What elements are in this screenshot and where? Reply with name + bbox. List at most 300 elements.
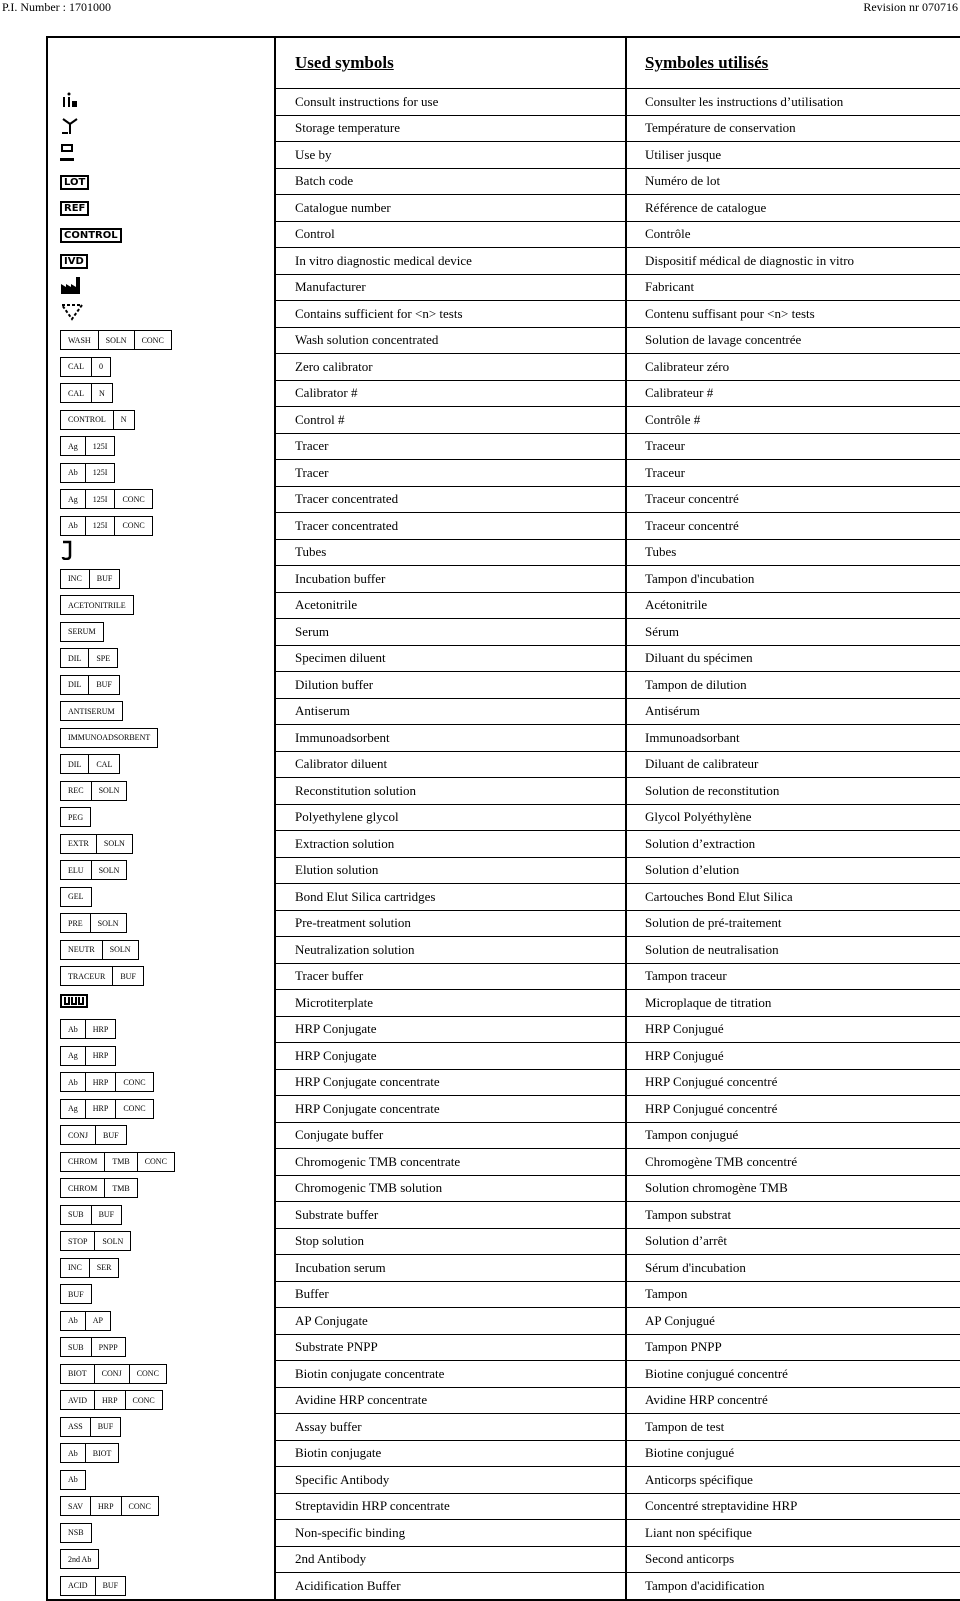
table-row xyxy=(47,884,960,911)
symbol-cell xyxy=(47,1440,275,1467)
symbol-box-segment: HRP xyxy=(85,1100,116,1118)
symbol-box-segment: CONC xyxy=(137,1153,174,1171)
symbol-box-segment: CONC xyxy=(115,1073,152,1091)
symbol-cell xyxy=(47,539,275,566)
symbol-box xyxy=(60,1125,127,1145)
symbol-cell xyxy=(47,142,275,169)
symbol-box xyxy=(60,966,144,986)
symbol-box-segment: NSB xyxy=(68,1528,84,1538)
symbol-cell xyxy=(47,407,275,434)
symbol-box xyxy=(60,1417,121,1437)
french-meaning: Référence de catalogue xyxy=(626,195,960,222)
symbol-box xyxy=(60,383,113,403)
french-meaning: Tampon xyxy=(626,1281,960,1308)
symbol-cell xyxy=(47,1149,275,1176)
symbol-box-segment: CONJ xyxy=(94,1365,129,1383)
french-meaning: Second anticorps xyxy=(626,1546,960,1573)
symbol-cell xyxy=(47,884,275,911)
symbol-box-segment: CONJ xyxy=(68,1130,89,1140)
table-row xyxy=(47,857,960,884)
symbol-box-segment: SUB xyxy=(68,1342,84,1352)
symbol-box-segment: CONC xyxy=(129,1365,166,1383)
table-row xyxy=(47,751,960,778)
symbol-box xyxy=(60,1549,99,1569)
symbol-box-segment: BUF xyxy=(88,676,119,694)
symbol-box-segment: SOLN xyxy=(102,941,138,959)
table-row xyxy=(47,513,960,540)
english-meaning: Use by xyxy=(275,142,626,169)
english-meaning: Buffer xyxy=(275,1281,626,1308)
symbol-box-segment: SER xyxy=(89,1259,119,1277)
table-row xyxy=(47,380,960,407)
symbol-cell xyxy=(47,1414,275,1441)
symbol-box-segment: 125I xyxy=(85,490,115,508)
english-meaning: Control # xyxy=(275,407,626,434)
english-meaning: Non-specific binding xyxy=(275,1520,626,1547)
symbol-box xyxy=(60,463,115,483)
english-meaning: Streptavidin HRP concentrate xyxy=(275,1493,626,1520)
english-meaning: HRP Conjugate xyxy=(275,1016,626,1043)
table-row xyxy=(47,1122,960,1149)
english-meaning: Tracer xyxy=(275,433,626,460)
symbol-box xyxy=(60,887,92,907)
symbol-box xyxy=(60,1284,92,1304)
french-meaning: Sérum d'incubation xyxy=(626,1255,960,1282)
symbol-cell xyxy=(47,778,275,805)
symbol-cell xyxy=(47,937,275,964)
english-meaning: Tracer concentrated xyxy=(275,513,626,540)
table-row xyxy=(47,1520,960,1547)
english-meaning: Storage temperature xyxy=(275,115,626,142)
symbol-cell xyxy=(47,195,275,222)
english-meaning: Catalogue number xyxy=(275,195,626,222)
symbol-cell xyxy=(47,486,275,513)
english-meaning: Stop solution xyxy=(275,1228,626,1255)
symbol-box-segment: Ag xyxy=(68,1051,78,1061)
french-meaning: Biotine conjugué xyxy=(626,1440,960,1467)
symbol-box-segment: BIOT xyxy=(85,1444,119,1462)
french-meaning: Traceur xyxy=(626,433,960,460)
table-row xyxy=(47,115,960,142)
symbol-box xyxy=(60,781,127,801)
table-row xyxy=(47,1016,960,1043)
symbol-box-segment: ACETONITRILE xyxy=(68,600,126,610)
english-meaning: In vitro diagnostic medical device xyxy=(275,248,626,275)
symbols-table xyxy=(46,36,960,1601)
symbol-box-segment: CONC xyxy=(125,1391,162,1409)
symbol-box xyxy=(60,1364,167,1384)
symbol-box-segment: DIL xyxy=(68,680,82,690)
symbol-box xyxy=(60,436,115,456)
french-meaning: Tampon PNPP xyxy=(626,1334,960,1361)
symbol-cell xyxy=(47,831,275,858)
english-meaning: Incubation serum xyxy=(275,1255,626,1282)
symbol-cell xyxy=(47,1308,275,1335)
symbol-cell xyxy=(47,1361,275,1388)
symbol-cell xyxy=(47,248,275,275)
table-row xyxy=(47,460,960,487)
english-meaning: Serum xyxy=(275,619,626,646)
symbol-box-segment: N xyxy=(91,384,112,402)
table-row xyxy=(47,1334,960,1361)
symbol-box-segment: ASS xyxy=(68,1422,83,1432)
french-meaning: Solution de neutralisation xyxy=(626,937,960,964)
symbol-box xyxy=(60,834,133,854)
symbol-box xyxy=(60,701,123,721)
symbol-cell xyxy=(47,1122,275,1149)
symbol-cell xyxy=(47,910,275,937)
english-meaning: Tracer concentrated xyxy=(275,486,626,513)
pi-number: P.I. Number : 1701000 xyxy=(2,0,111,14)
english-meaning: Tracer xyxy=(275,460,626,487)
french-meaning: Biotine conjugué concentré xyxy=(626,1361,960,1388)
symbol-box-segment: 2nd Ab xyxy=(68,1554,92,1564)
symbol-box xyxy=(60,1046,116,1066)
english-meaning: HRP Conjugate xyxy=(275,1043,626,1070)
symbol-box xyxy=(60,489,153,509)
french-meaning: Tampon conjugué xyxy=(626,1122,960,1149)
symbol-box-segment: PRE xyxy=(68,918,83,928)
symbol-cell xyxy=(47,1202,275,1229)
table-row xyxy=(47,963,960,990)
table-row xyxy=(47,1414,960,1441)
french-meaning: Contrôle # xyxy=(626,407,960,434)
symbol-box xyxy=(60,516,153,536)
french-meaning: Tubes xyxy=(626,539,960,566)
french-meaning: AP Conjugué xyxy=(626,1308,960,1335)
used-symbols-heading: Used symbols xyxy=(275,37,626,89)
english-meaning: Microtiterplate xyxy=(275,990,626,1017)
revision-number: Revision nr 070716 xyxy=(863,0,958,14)
symbol-cell xyxy=(47,990,275,1017)
symbol-box-segment: CAL xyxy=(68,362,84,372)
table-row xyxy=(47,910,960,937)
french-meaning: Tampon de dilution xyxy=(626,672,960,699)
table-row xyxy=(47,698,960,725)
symbol-cell xyxy=(47,672,275,699)
sufficient-tests-icon xyxy=(60,303,84,325)
symbol-box xyxy=(60,1523,92,1543)
table-row xyxy=(47,1228,960,1255)
symbol-box-segment: NEUTR xyxy=(68,945,95,955)
french-meaning: Solution de lavage concentrée xyxy=(626,327,960,354)
table-row xyxy=(47,89,960,116)
french-meaning: Solution d’elution xyxy=(626,857,960,884)
english-meaning: Pre-treatment solution xyxy=(275,910,626,937)
symbol-box xyxy=(60,648,118,668)
english-meaning: Immunoadsorbent xyxy=(275,725,626,752)
table-row xyxy=(47,619,960,646)
symbol-label-box: LOT xyxy=(60,175,89,190)
table-row xyxy=(47,1546,960,1573)
french-meaning: Chromogène TMB concentré xyxy=(626,1149,960,1176)
english-meaning: Acetonitrile xyxy=(275,592,626,619)
symbol-cell xyxy=(47,354,275,381)
table-row xyxy=(47,486,960,513)
table-row xyxy=(47,301,960,328)
symbol-box-segment: SUB xyxy=(68,1210,84,1220)
symbol-box-segment: Ab xyxy=(68,521,78,531)
table-row xyxy=(47,1361,960,1388)
symbol-box-segment: N xyxy=(113,411,134,429)
symbol-cell xyxy=(47,513,275,540)
table-row xyxy=(47,248,960,275)
french-meaning: HRP Conjugué concentré xyxy=(626,1096,960,1123)
symbol-box-segment: SERUM xyxy=(68,627,96,637)
symbol-box-segment: TRACEUR xyxy=(68,971,106,981)
symbol-cell xyxy=(47,433,275,460)
symbol-cell xyxy=(47,725,275,752)
english-meaning: Contains sufficient for <n> tests xyxy=(275,301,626,328)
table-row xyxy=(47,142,960,169)
symbol-box-segment: HRP xyxy=(94,1391,125,1409)
english-meaning: Manufacturer xyxy=(275,274,626,301)
english-meaning: Chromogenic TMB concentrate xyxy=(275,1149,626,1176)
table-row xyxy=(47,831,960,858)
symbol-box-segment: BUF xyxy=(90,1418,121,1436)
french-meaning: Tampon d'incubation xyxy=(626,566,960,593)
symbol-box-segment: SOLN xyxy=(98,331,134,349)
symbol-box-segment: Ab xyxy=(68,468,78,478)
symbol-box xyxy=(60,622,104,642)
english-meaning: Avidine HRP concentrate xyxy=(275,1387,626,1414)
french-meaning: Fabricant xyxy=(626,274,960,301)
french-meaning: Diluant de calibrateur xyxy=(626,751,960,778)
symbol-box xyxy=(60,913,127,933)
english-meaning: Zero calibrator xyxy=(275,354,626,381)
table-row xyxy=(47,274,960,301)
english-meaning: Polyethylene glycol xyxy=(275,804,626,831)
table-row xyxy=(47,168,960,195)
symbol-cell xyxy=(47,1016,275,1043)
english-meaning: Calibrator # xyxy=(275,380,626,407)
table-row xyxy=(47,1202,960,1229)
symbol-box-segment: CHROM xyxy=(68,1183,98,1193)
symbol-box-segment: STOP xyxy=(68,1236,88,1246)
symbol-box-segment: ACID xyxy=(68,1581,88,1590)
symbol-box xyxy=(60,1231,131,1251)
symbol-column-header xyxy=(47,37,275,89)
symbol-box xyxy=(60,595,134,615)
symbol-box-segment: CAL xyxy=(88,755,119,773)
english-meaning: Reconstitution solution xyxy=(275,778,626,805)
table-row xyxy=(47,1493,960,1520)
symbol-box-segment: PEG xyxy=(68,812,84,822)
french-meaning: Solution d’extraction xyxy=(626,831,960,858)
table-row xyxy=(47,672,960,699)
table-row xyxy=(47,433,960,460)
symbol-box-segment: 0 xyxy=(91,358,110,376)
symbol-cell xyxy=(47,460,275,487)
symbol-box-segment: AP xyxy=(85,1312,110,1330)
table-row xyxy=(47,725,960,752)
table-row xyxy=(47,1573,960,1600)
english-meaning: Control xyxy=(275,221,626,248)
symbol-box-segment: Ab xyxy=(68,1077,78,1087)
symbol-box-segment: ELU xyxy=(68,865,84,875)
english-meaning: Assay buffer xyxy=(275,1414,626,1441)
english-meaning: Dilution buffer xyxy=(275,672,626,699)
symbol-box xyxy=(60,728,158,748)
symbol-box-segment: SOLN xyxy=(96,835,132,853)
symbol-cell xyxy=(47,1255,275,1282)
symbol-cell xyxy=(47,327,275,354)
symbol-box-segment: CHROM xyxy=(68,1157,98,1167)
table-row xyxy=(47,1043,960,1070)
symbol-cell xyxy=(47,1096,275,1123)
english-meaning: Substrate PNPP xyxy=(275,1334,626,1361)
english-meaning: HRP Conjugate concentrate xyxy=(275,1096,626,1123)
symbol-box-segment: BUF xyxy=(95,1126,126,1144)
symbol-box xyxy=(60,1152,175,1172)
symbol-box-segment: REC xyxy=(68,786,84,796)
french-meaning: HRP Conjugué concentré xyxy=(626,1069,960,1096)
microplate-icon xyxy=(60,993,88,1013)
english-meaning: Biotin conjugate xyxy=(275,1440,626,1467)
symbol-box-segment: CONC xyxy=(114,490,151,508)
symbol-box xyxy=(60,754,120,774)
symbol-box-segment: BUF xyxy=(112,967,143,985)
symbol-cell xyxy=(47,274,275,301)
symbol-box-segment: HRP xyxy=(85,1047,116,1065)
symbol-box-segment: ANTISERUM xyxy=(68,706,115,716)
symbol-cell xyxy=(47,1573,275,1600)
symbol-cell xyxy=(47,1546,275,1573)
symbol-box xyxy=(60,1470,86,1490)
table-header-row xyxy=(47,37,960,89)
french-meaning: Calibrateur # xyxy=(626,380,960,407)
symbol-cell xyxy=(47,698,275,725)
symbol-cell xyxy=(47,221,275,248)
symbol-cell xyxy=(47,963,275,990)
symbol-box xyxy=(60,357,111,377)
symbol-cell xyxy=(47,168,275,195)
symbol-box-segment: 125I xyxy=(85,437,115,455)
symbol-box-segment: BUF xyxy=(95,1577,126,1595)
table-row xyxy=(47,1175,960,1202)
symbol-box-segment: TMB xyxy=(104,1179,136,1197)
symbol-box-segment: CONC xyxy=(121,1497,158,1515)
symbol-box-segment: SOLN xyxy=(90,914,126,932)
table-row xyxy=(47,1440,960,1467)
symbol-box-segment: Ag xyxy=(68,1104,78,1114)
symbol-box xyxy=(60,807,91,827)
symbol-box-segment: SAV xyxy=(68,1501,83,1511)
table-row xyxy=(47,327,960,354)
symbol-box-segment: WASH xyxy=(68,335,91,345)
english-meaning: Antiserum xyxy=(275,698,626,725)
symbol-box-segment: HRP xyxy=(90,1497,121,1515)
table-row xyxy=(47,1149,960,1176)
symbol-box-segment: AVID xyxy=(68,1395,87,1405)
english-meaning: Extraction solution xyxy=(275,831,626,858)
symbol-cell xyxy=(47,1228,275,1255)
symbol-box-segment: TMB xyxy=(104,1153,136,1171)
symbol-cell xyxy=(47,115,275,142)
symbol-cell xyxy=(47,301,275,328)
english-meaning: Substrate buffer xyxy=(275,1202,626,1229)
table-row xyxy=(47,937,960,964)
english-meaning: Bond Elut Silica cartridges xyxy=(275,884,626,911)
french-meaning: Solution d’arrêt xyxy=(626,1228,960,1255)
symbol-box-segment: BUF xyxy=(68,1289,84,1299)
english-meaning: Biotin conjugate concentrate xyxy=(275,1361,626,1388)
french-meaning: Dispositif médical de diagnostic in vitro xyxy=(626,248,960,275)
french-meaning: Tampon d'acidification xyxy=(626,1573,960,1600)
table-row xyxy=(47,778,960,805)
symbol-box xyxy=(60,1443,119,1463)
symbol-box xyxy=(60,1258,119,1278)
thermometer-icon xyxy=(60,116,80,140)
table-row xyxy=(47,195,960,222)
symbol-box-segment: Ab xyxy=(68,1475,78,1485)
english-meaning: Tubes xyxy=(275,539,626,566)
symbol-cell xyxy=(47,1334,275,1361)
english-meaning: Conjugate buffer xyxy=(275,1122,626,1149)
symbol-cell xyxy=(47,1520,275,1547)
symbol-box-segment: CONC xyxy=(134,331,171,349)
french-meaning: Tampon de test xyxy=(626,1414,960,1441)
english-meaning: 2nd Antibody xyxy=(275,1546,626,1573)
english-meaning: Chromogenic TMB solution xyxy=(275,1175,626,1202)
french-meaning: Acétonitrile xyxy=(626,592,960,619)
symbol-box xyxy=(60,1019,116,1039)
symbol-box xyxy=(60,1390,163,1410)
symbol-cell xyxy=(47,1387,275,1414)
symbol-cell xyxy=(47,619,275,646)
french-meaning: Sérum xyxy=(626,619,960,646)
table-row xyxy=(47,566,960,593)
symbol-box xyxy=(60,1311,111,1331)
french-meaning: Immunoadsorbant xyxy=(626,725,960,752)
symbol-box-segment: INC xyxy=(68,1263,82,1273)
factory-icon xyxy=(60,275,84,299)
english-meaning: Tracer buffer xyxy=(275,963,626,990)
symbol-box-segment: BUF xyxy=(89,570,120,588)
french-meaning: Utiliser jusque xyxy=(626,142,960,169)
french-meaning: Calibrateur zéro xyxy=(626,354,960,381)
table-row xyxy=(47,990,960,1017)
french-meaning: Traceur concentré xyxy=(626,513,960,540)
table-row xyxy=(47,221,960,248)
english-meaning: Neutralization solution xyxy=(275,937,626,964)
symbol-cell xyxy=(47,1175,275,1202)
symbol-cell xyxy=(47,857,275,884)
symbol-box xyxy=(60,860,127,880)
symbol-box-segment: BIOT xyxy=(68,1369,87,1379)
symbol-box-segment: 125I xyxy=(85,464,115,482)
french-meaning: Tampon traceur xyxy=(626,963,960,990)
symbol-box-segment: Ag xyxy=(68,494,78,504)
book-icon xyxy=(60,92,78,112)
english-meaning: Wash solution concentrated xyxy=(275,327,626,354)
symbol-cell xyxy=(47,566,275,593)
english-meaning: Specific Antibody xyxy=(275,1467,626,1494)
symbol-box-segment: EXTR xyxy=(68,839,89,849)
english-meaning: Consult instructions for use xyxy=(275,89,626,116)
french-meaning: Cartouches Bond Elut Silica xyxy=(626,884,960,911)
french-meaning: Traceur xyxy=(626,460,960,487)
french-meaning: Température de conservation xyxy=(626,115,960,142)
symboles-utilises-heading: Symboles utilisés xyxy=(626,37,960,89)
symbol-box-segment: HRP xyxy=(85,1020,116,1038)
table-row xyxy=(47,354,960,381)
table-row xyxy=(47,1069,960,1096)
english-meaning: Specimen diluent xyxy=(275,645,626,672)
symbol-box-segment: CONC xyxy=(115,1100,152,1118)
french-meaning: Traceur concentré xyxy=(626,486,960,513)
symbol-cell xyxy=(47,1281,275,1308)
